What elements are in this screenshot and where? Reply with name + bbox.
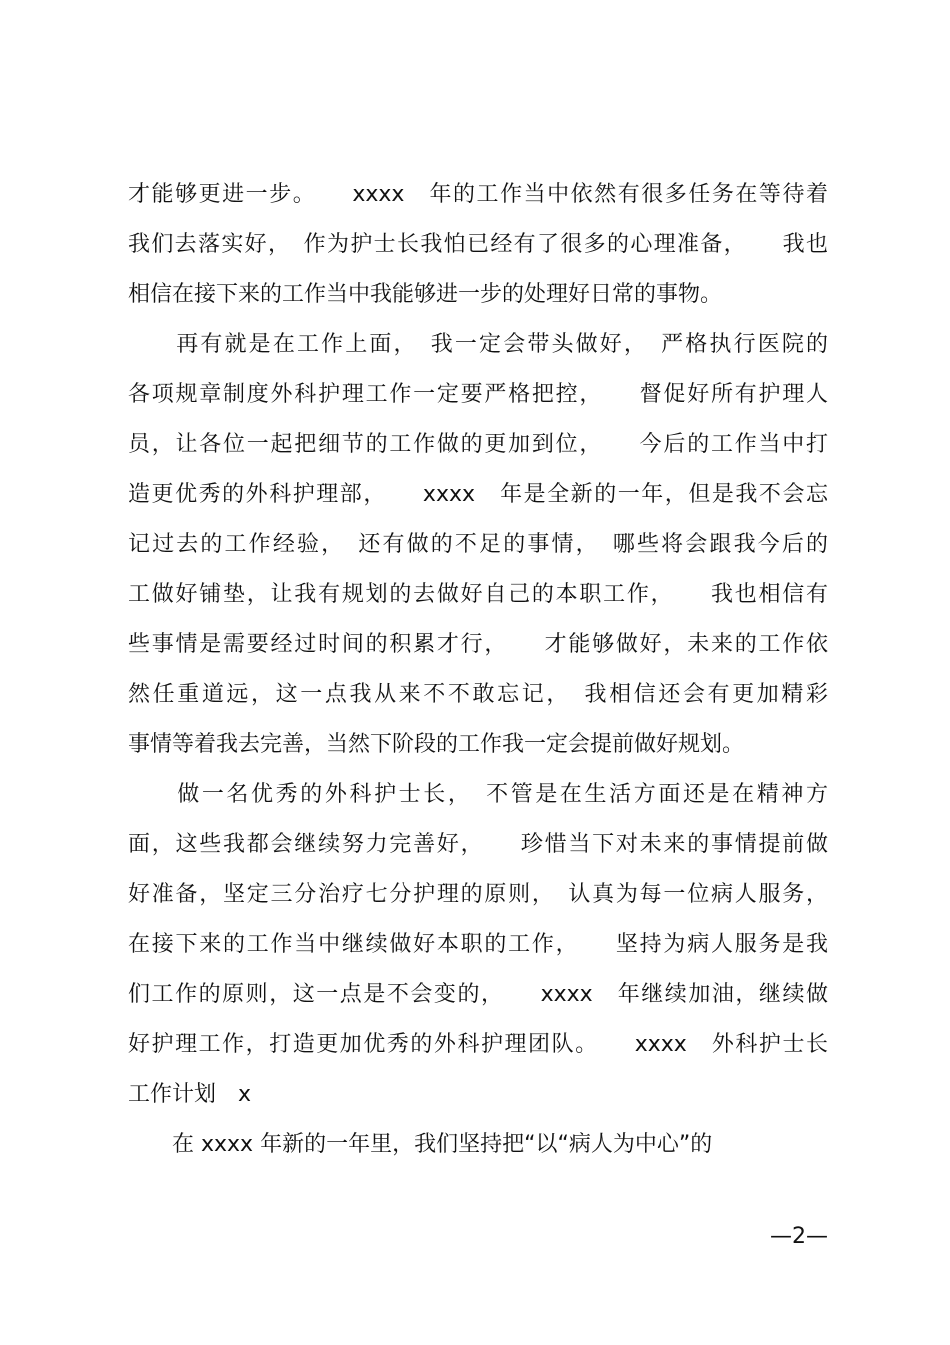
text-line: 些事情是需要经过时间的积累才行， 才能够做好，未来的工作依 — [128, 632, 828, 657]
text-line: 相信在接下来的工作当中我能够进一步的处理好日常的事物。 — [128, 282, 723, 307]
text-line: 造更优秀的外科护理部， xxxx 年是全新的一年，但是我不会忘 — [128, 482, 828, 507]
text-line: 们工作的原则，这一点是不会变的， xxxx 年继续加油，继续做 — [128, 982, 828, 1007]
text-line: 好准备，坚定三分治疗七分护理的原则， 认真为每一位病人服务， — [128, 882, 828, 907]
text-line: 事情等着我去完善，当然下阶段的工作我一定会提前做好规划。 — [128, 732, 745, 757]
text-line: 做一名优秀的外科护士长， 不管是在生活方面还是在精神方 — [128, 782, 828, 807]
text-line: 好护理工作，打造更加优秀的外科护理团队。 xxxx 外科护士长 — [128, 1032, 828, 1057]
text-line: 然任重道远，这一点我从来不不敢忘记， 我相信还会有更加精彩 — [128, 682, 828, 707]
text-line: 在 xxxx 年新的一年里，我们坚持把“以“病人为中心”的 — [128, 1132, 713, 1157]
text-line: 面，这些我都会继续努力完善好， 珍惜当下对未来的事情提前做 — [128, 832, 828, 857]
text-line: 员，让各位一起把细节的工作做的更加到位， 今后的工作当中打 — [128, 432, 828, 457]
text-line: 在接下来的工作当中继续做好本职的工作， 坚持为病人服务是我 — [128, 932, 828, 957]
page-number: —2— — [770, 1224, 828, 1249]
text-line: 才能够更进一步。 xxxx 年的工作当中依然有很多任务在等待着 — [128, 182, 828, 207]
text-line: 记过去的工作经验， 还有做的不足的事情， 哪些将会跟我今后的 — [128, 532, 828, 557]
text-line: 我们去落实好， 作为护士长我怕已经有了很多的心理准备， 我也 — [128, 232, 828, 257]
text-line: 各项规章制度外科护理工作一定要严格把控， 督促好所有护理人 — [128, 382, 828, 407]
text-line: 工做好铺垫，让我有规划的去做好自己的本职工作， 我也相信有 — [128, 582, 828, 607]
text-line: 工作计划 x — [128, 1082, 252, 1107]
text-line: 再有就是在工作上面， 我一定会带头做好， 严格执行医院的 — [128, 332, 828, 357]
